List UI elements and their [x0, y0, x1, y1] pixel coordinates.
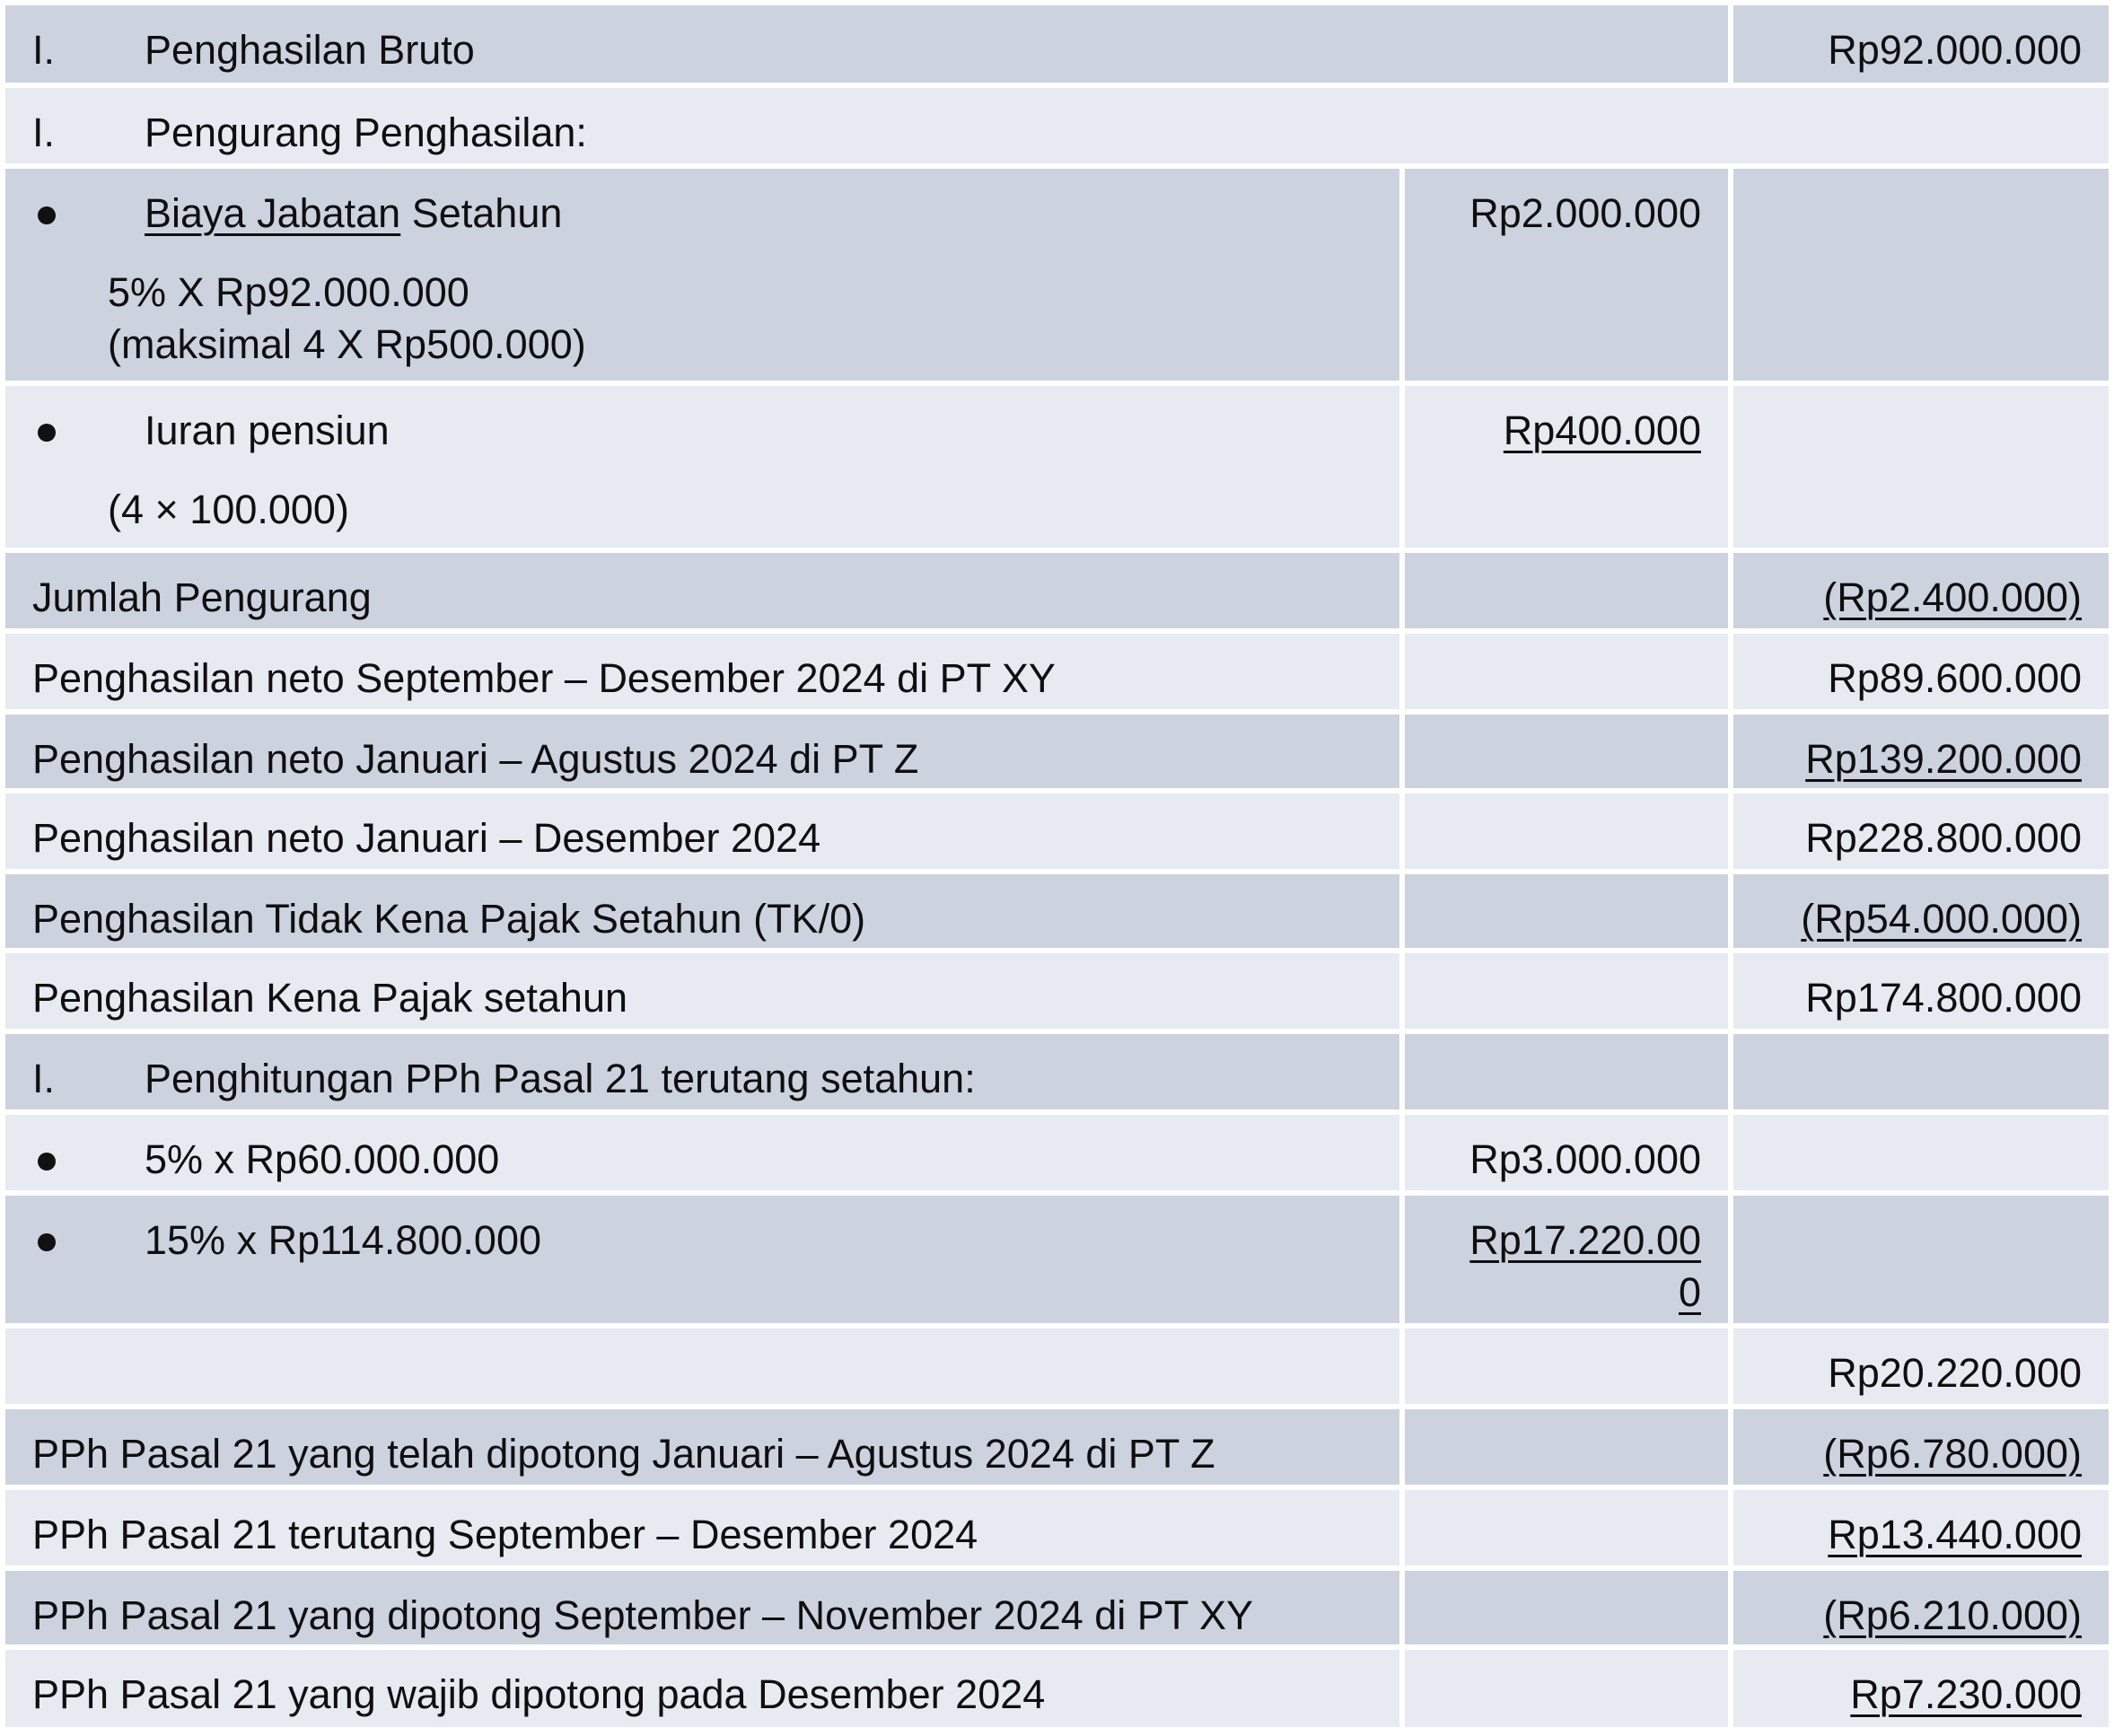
table-row — [5, 88, 2109, 163]
row-label: Penghasilan Kena Pajak setahun — [32, 975, 628, 1021]
row-total: Rp174.800.000 — [1805, 975, 2082, 1021]
row-total: Rp92.000.000 — [1828, 27, 2082, 73]
table-row — [5, 1650, 2109, 1727]
row-total: Rp89.600.000 — [1828, 655, 2082, 701]
bullet-icon — [38, 206, 56, 224]
bullet-icon — [38, 1233, 56, 1251]
table-row — [5, 1328, 2109, 1404]
row-label: Setahun — [400, 190, 563, 236]
row-total: Rp139.200.000 — [1805, 736, 2082, 782]
row-total: Rp13.440.000 — [1828, 1512, 2082, 1557]
row-detail: 5% X Rp92.000.000 — [108, 269, 469, 315]
section-number: I. — [32, 27, 56, 73]
row-label: 5% x Rp60.000.000 — [145, 1136, 500, 1182]
table-row — [5, 1115, 2109, 1190]
table-row — [5, 1490, 2109, 1565]
row-amount: Rp2.000.000 — [1469, 190, 1701, 236]
row-label-underlined: Biaya Jabatan — [145, 190, 401, 236]
section-number: I. — [32, 1056, 56, 1101]
row-total: (Rp2.400.000) — [1823, 574, 2082, 620]
row-total: Rp20.220.000 — [1828, 1350, 2082, 1396]
row-amount: Rp400.000 — [1503, 408, 1701, 453]
row-label: Penghasilan Tidak Kena Pajak Setahun (TK/0) — [32, 896, 866, 942]
bullet-icon — [38, 1153, 56, 1170]
row-amount-wrap: 0 — [1678, 1269, 1701, 1315]
row-amount: Rp17.220.00 — [1469, 1217, 1701, 1263]
row-label: Penghasilan neto Januari – Agustus 2024 di PT Z — [32, 736, 919, 782]
row-total: (Rp54.000.000) — [1801, 896, 2082, 942]
table-row — [5, 634, 2109, 709]
table-row — [5, 1196, 2109, 1323]
table-row — [5, 793, 2109, 869]
row-total: (Rp6.210.000) — [1823, 1592, 2082, 1638]
row-total: (Rp6.780.000) — [1823, 1431, 2082, 1477]
row-detail: (4 × 100.000) — [108, 487, 349, 532]
table-row — [5, 1034, 2109, 1109]
row-total: Rp7.230.000 — [1850, 1671, 2082, 1717]
table-row — [5, 874, 2109, 948]
row-label: Iuran pensiun — [145, 408, 390, 453]
row-total: Rp228.800.000 — [1805, 815, 2082, 861]
row-label: PPh Pasal 21 yang wajib dipotong pada Desember 2024 — [32, 1671, 1046, 1717]
table-row — [5, 386, 2109, 548]
table-row — [5, 5, 2109, 83]
row-label: Penghasilan neto September – Desember 2024 di PT XY — [32, 655, 1056, 701]
table-row — [5, 953, 2109, 1029]
table-row — [5, 169, 2109, 381]
row-label: Penghasilan neto Januari – Desember 2024 — [32, 815, 821, 861]
table-row — [5, 1409, 2109, 1485]
row-detail: (maksimal 4 X Rp500.000) — [108, 321, 586, 367]
table-row — [5, 1571, 2109, 1644]
row-label: PPh Pasal 21 yang dipotong September – November 2024 di PT XY — [32, 1592, 1254, 1638]
section-number: I. — [32, 110, 56, 155]
row-label: 15% x Rp114.800.000 — [145, 1217, 542, 1263]
row-label: Penghitungan PPh Pasal 21 terutang setahun: — [145, 1056, 976, 1101]
table-row — [5, 553, 2109, 628]
row-label: Penghasilan Bruto — [145, 27, 475, 73]
bullet-icon — [38, 424, 56, 442]
row-label: PPh Pasal 21 terutang September – Desember 2024 — [32, 1512, 978, 1557]
row-label: PPh Pasal 21 yang telah dipotong Januari – Agustus 2024 di PT Z — [32, 1431, 1215, 1477]
table-row — [5, 715, 2109, 788]
row-label: Pengurang Penghasilan: — [145, 110, 587, 155]
row-label: Jumlah Pengurang — [32, 574, 372, 620]
row-amount: Rp3.000.000 — [1469, 1136, 1701, 1182]
